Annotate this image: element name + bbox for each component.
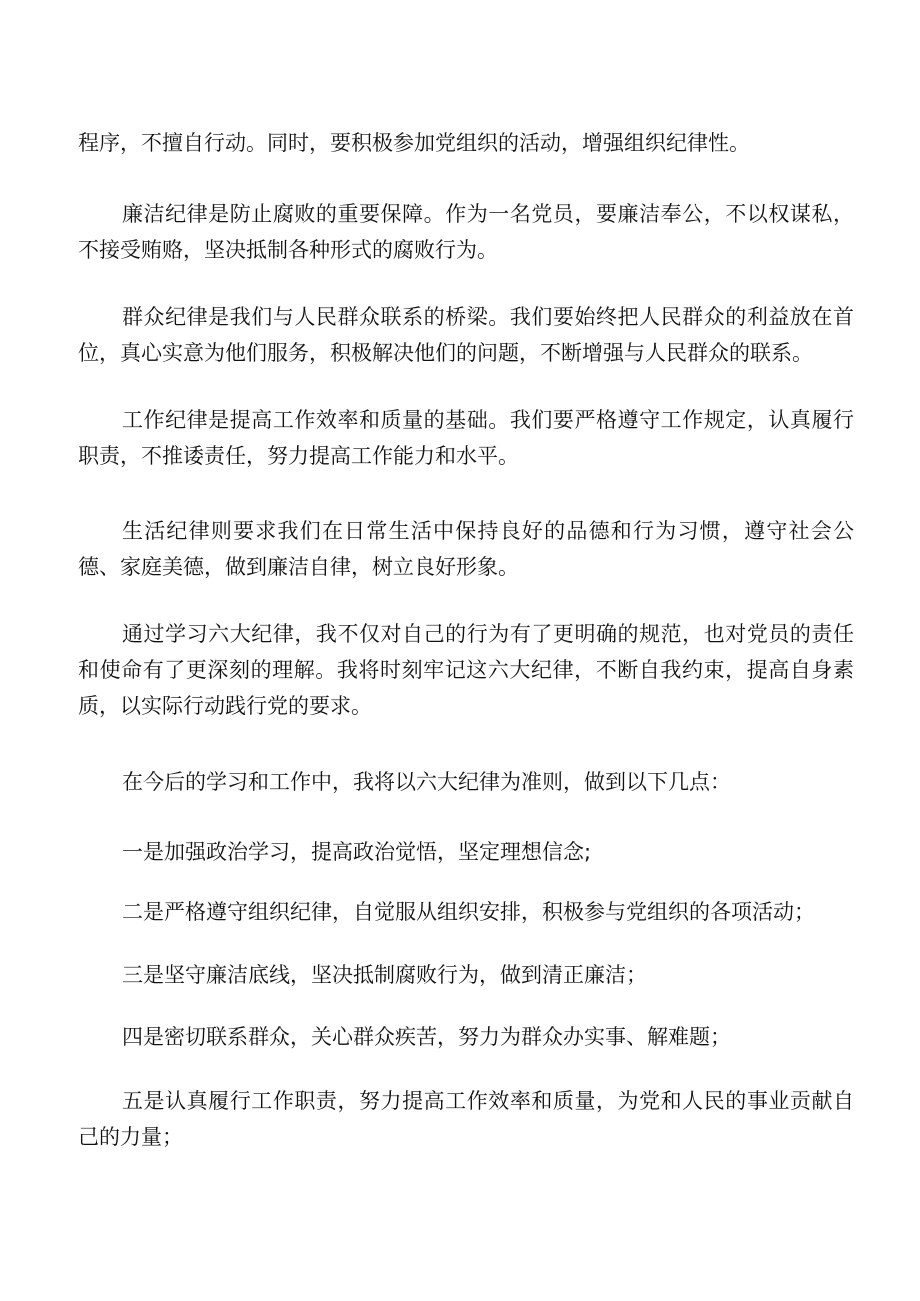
list-item-point-5: 五是认真履行工作职责，努力提高工作效率和质量，为党和人民的事业贡献自己的力量；: [78, 1089, 854, 1149]
list-item-point-2: 二是严格遵守组织纪律，自觉服从组织安排，积极参与党组织的各项活动；: [122, 900, 815, 924]
paragraph-study-summary: 通过学习六大纪律，我不仅对自己的行为有了更明确的规范，也对党员的责任和使命有了更深刻的理解。我将时刻牢记这六大纪律，不断自我约束，提高自身素质，以实际行动践行党的要求。: [78, 622, 854, 718]
paragraph-mass-discipline: 群众纪律是我们与人民群众联系的桥梁。我们要始终把人民群众的利益放在首位，真心实意为他们服务，积极解决他们的问题，不断增强与人民群众的联系。: [78, 305, 854, 365]
paragraph-work-discipline: 工作纪律是提高工作效率和质量的基础。我们要严格遵守工作规定，认真履行职责，不推诿责任，努力提高工作能力和水平。: [78, 408, 854, 468]
paragraph-future-intro: 在今后的学习和工作中，我将以六大纪律为准则，做到以下几点：: [122, 770, 731, 794]
paragraph-organization-end: 程序，不擅自行动。同时，要积极参加党组织的活动，增强组织纪律性。: [78, 131, 750, 155]
list-item-point-3: 三是坚守廉洁底线，坚决抵制腐败行为，做到清正廉洁；: [122, 963, 647, 987]
paragraph-life-discipline: 生活纪律则要求我们在日常生活中保持良好的品德和行为习惯，遵守社会公德、家庭美德，做到廉洁自律，树立良好形象。: [78, 519, 854, 579]
paragraph-integrity-discipline: 廉洁纪律是防止腐败的重要保障。作为一名党员，要廉洁奉公，不以权谋私，不接受贿赂，坚决抵制各种形式的腐败行为。: [78, 202, 854, 262]
list-item-point-4: 四是密切联系群众，关心群众疾苦，努力为群众办实事、解难题；: [122, 1025, 731, 1049]
list-item-point-1: 一是加强政治学习，提高政治觉悟，坚定理想信念;: [122, 840, 592, 864]
